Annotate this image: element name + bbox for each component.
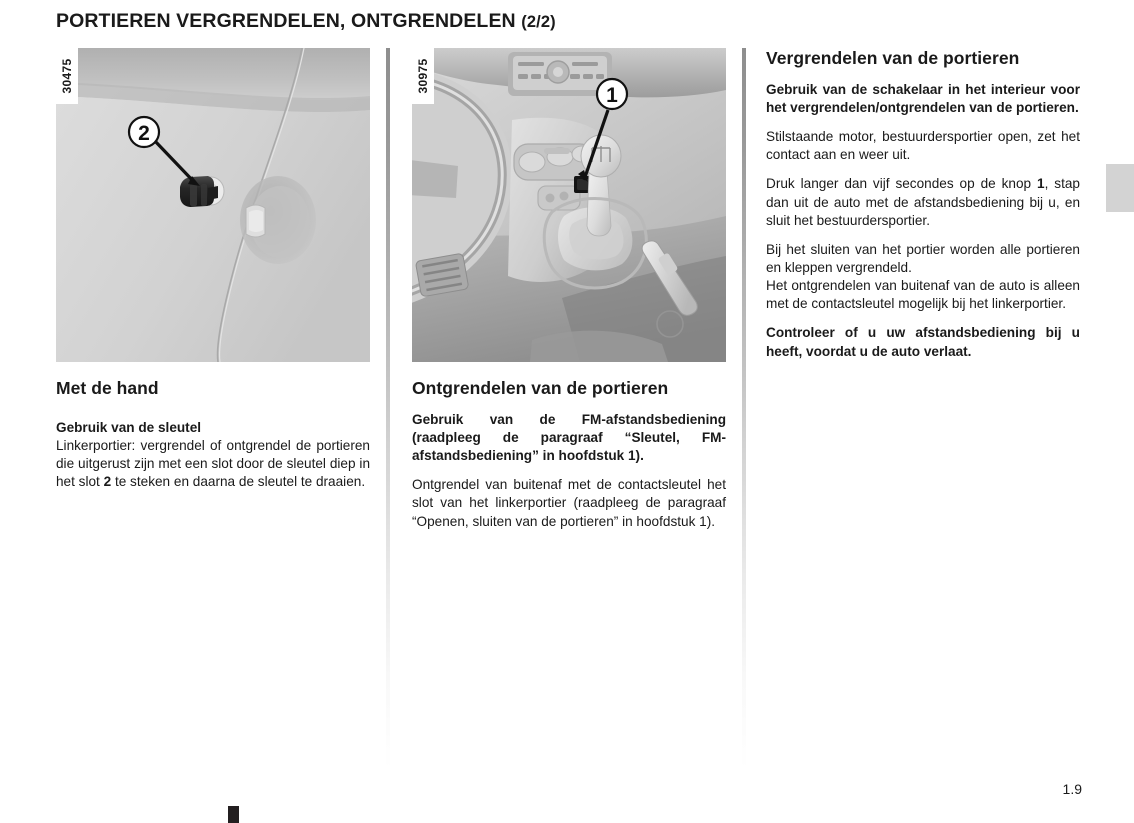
inline-reference-number: 1 [1037,176,1045,192]
right-paragraph-4: Het ontgrendelen van buitenaf van de auto is alleen met de contactsleutel mogelijk bij het linkerportier. [766,278,1080,312]
right-paragraph-2: Druk langer dan vijf secondes op de knop 1, stap dan uit de auto met de afstandsbediening bij u, en sluit het bestuurdersportier. [766,176,1080,228]
middle-body-paragraph: Ontgrendel van buitenaf met de contactsleutel het slot van het linkerportier (raadpleeg de paragraaf “Openen, sluiten van de portieren” in hoofdstuk 1). [412,477,726,529]
left-section-heading: Met de hand [56,378,159,398]
figure-interior-console [412,48,726,362]
page-title-main: PORTIEREN VERGRENDELEN, ONTGRENDELEN [56,10,516,32]
svg-text:1: 1 [606,84,618,107]
left-subheading: Gebruik van de sleutel [56,419,202,435]
chapter-tab-marker [1106,164,1134,212]
right-paragraph-3: Bij het sluiten van het portier worden alle portieren en kleppen vergrendeld. [766,241,1080,275]
left-body-paragraph: Linkerportier: vergrendel of ontgrendel de portieren die uitgerust zijn met een slot door de sleutel diep in het slot 2 te steken en daarna de sleutel te draaien. [56,438,370,490]
page-title-subpart: (2/2) [521,13,556,31]
figure-door-lock [56,48,370,362]
right-warning-text: Controleer of u uw afstandsbediening bij u heeft, voordat u de auto verlaat. [766,325,1080,359]
bottom-tab-marker [228,806,239,823]
figure-id-badge [412,48,434,104]
page-number: 1.9 [1062,781,1082,797]
page-title [56,10,556,33]
figure-id-text: 30475 [60,58,74,94]
column-middle [412,48,726,531]
middle-section-heading: Ontgrendelen van de portieren [412,378,669,398]
inline-reference-number: 2 [103,474,112,490]
right-section-heading: Vergrendelen van de portieren [766,48,1020,68]
figure-id-text: 30975 [416,58,430,94]
column-right [766,48,1080,361]
right-paragraph-1: Stilstaande motor, bestuurdersportier open, zet het contact aan en weer uit. [766,129,1080,163]
figure-id-badge [56,48,78,104]
svg-text:2: 2 [138,122,150,145]
column-left [56,48,370,491]
middle-subheading: Gebruik van de FM-afstandsbediening (raadpleeg de paragraaf “Sleutel, FM-afstandsbediening” in hoofdstuk 1). [412,411,726,464]
right-subheading: Gebruik van de schakelaar in het interieur voor het vergrendelen/ontgrendelen van de portieren. [766,81,1080,116]
column-divider-right [742,48,746,770]
column-divider-left [386,48,390,770]
